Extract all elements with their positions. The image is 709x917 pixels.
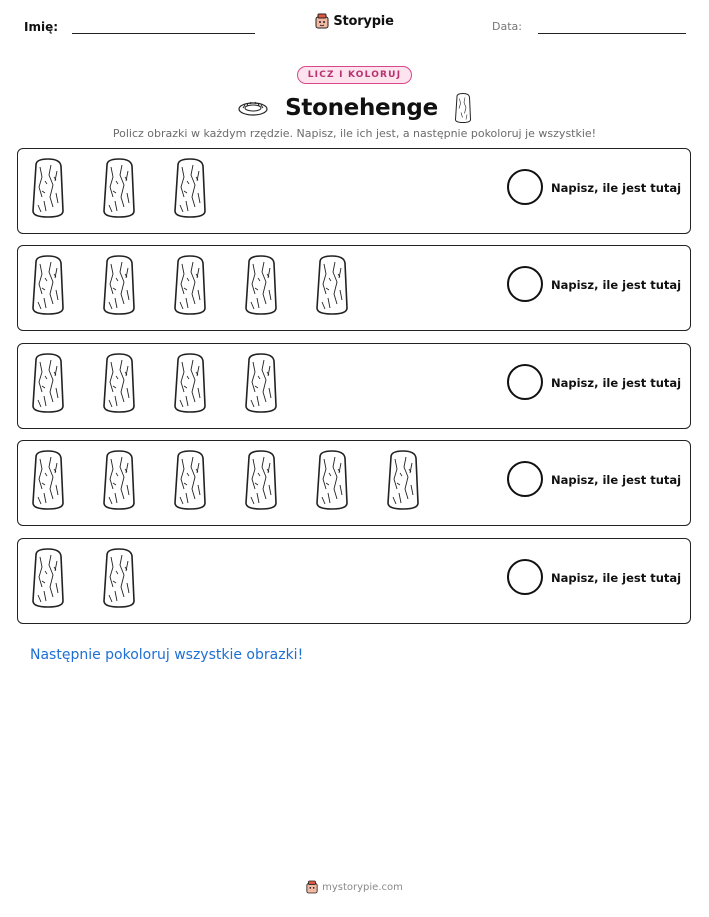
counting-row	[17, 148, 691, 234]
counting-row	[17, 343, 691, 429]
standing-stone-icon[interactable]	[101, 547, 137, 609]
badge-container	[0, 66, 709, 84]
counting-row	[17, 538, 691, 624]
standing-stone-icon[interactable]	[101, 449, 137, 511]
page-title: Stonehenge	[285, 95, 438, 121]
standing-stone-icon[interactable]	[172, 157, 208, 219]
storypie-mascot-icon	[306, 880, 318, 894]
answer-label: Napisz, ile jest tutaj	[551, 181, 682, 195]
answer-circle[interactable]	[507, 559, 543, 595]
answer-label: Napisz, ile jest tutaj	[551, 278, 682, 292]
standing-stone-icon[interactable]	[30, 547, 66, 609]
brand-name: Storypie	[333, 13, 394, 29]
counting-row	[17, 245, 691, 331]
date-line[interactable]	[538, 33, 686, 34]
answer-label: Napisz, ile jest tutaj	[551, 376, 682, 390]
answer-label: Napisz, ile jest tutaj	[551, 571, 682, 585]
stone-circle-icon	[237, 99, 269, 117]
standing-stone-icon[interactable]	[172, 352, 208, 414]
footer-note: Następnie pokoloruj wszystkie obrazki!	[30, 647, 304, 663]
standing-stone-icon[interactable]	[243, 352, 279, 414]
brand-logo	[0, 13, 709, 29]
site-url: mystorypie.com	[322, 881, 403, 893]
answer-circle[interactable]	[507, 266, 543, 302]
answer-circle[interactable]	[507, 461, 543, 497]
instructions: Policz obrazki w każdym rzędzie. Napisz, ile ich jest, a następnie pokoloruj je wszystkie!	[112, 127, 597, 140]
standing-stone-icon[interactable]	[101, 352, 137, 414]
standing-stone-icon[interactable]	[243, 449, 279, 511]
standing-stone-icon	[454, 91, 472, 125]
name-label: Imię:	[24, 20, 59, 34]
standing-stone-icon[interactable]	[30, 157, 66, 219]
standing-stone-icon[interactable]	[101, 157, 137, 219]
standing-stone-icon[interactable]	[314, 449, 350, 511]
counting-row	[17, 440, 691, 526]
answer-circle[interactable]	[507, 169, 543, 205]
activity-badge: LICZ I KOLORUJ	[297, 66, 413, 84]
date-label: Data:	[492, 20, 522, 33]
answer-circle[interactable]	[507, 364, 543, 400]
standing-stone-icon[interactable]	[385, 449, 421, 511]
standing-stone-icon[interactable]	[172, 254, 208, 316]
name-line[interactable]	[72, 33, 255, 34]
standing-stone-icon[interactable]	[101, 254, 137, 316]
site-footer	[0, 880, 709, 894]
standing-stone-icon[interactable]	[30, 352, 66, 414]
title-row	[0, 88, 709, 128]
standing-stone-icon[interactable]	[172, 449, 208, 511]
standing-stone-icon[interactable]	[30, 254, 66, 316]
standing-stone-icon[interactable]	[30, 449, 66, 511]
standing-stone-icon[interactable]	[314, 254, 350, 316]
storypie-mascot-icon	[315, 13, 329, 29]
answer-label: Napisz, ile jest tutaj	[551, 473, 682, 487]
standing-stone-icon[interactable]	[243, 254, 279, 316]
